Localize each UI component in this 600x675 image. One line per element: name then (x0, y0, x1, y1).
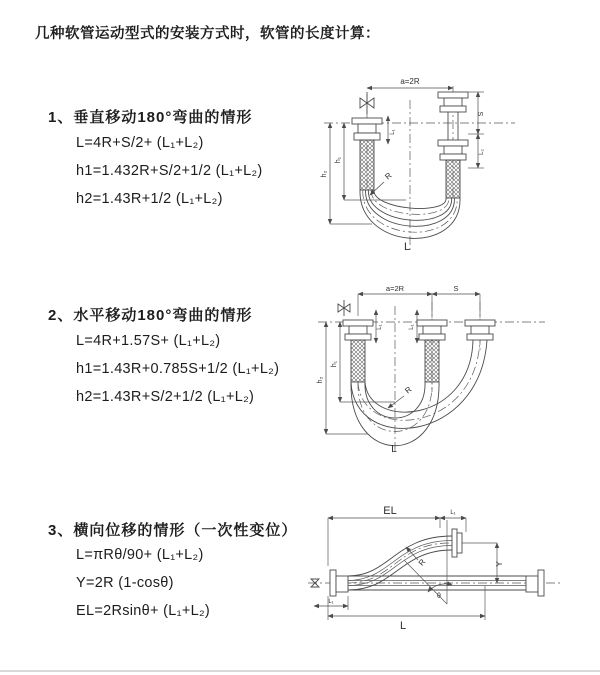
hose-u-curves-position2 (351, 340, 487, 428)
section-1-formula-l: L=4R+S/2+ (L₁+L₂) (76, 135, 204, 151)
radius-label: R (416, 557, 428, 568)
radius-label: R (383, 170, 394, 182)
valve-icon (338, 300, 350, 316)
dim-label-a2r: a=2R (385, 284, 405, 293)
middle-flange-fitting (417, 320, 447, 340)
diagram-lateral-displacement (300, 498, 600, 645)
dim-label-l1: L₁ (390, 129, 396, 135)
section-2-formula-l: L=4R+1.57S+ (L₁+L₂) (76, 333, 221, 349)
angle-label: θ (437, 593, 441, 600)
dim-label-y: Y (495, 561, 504, 567)
section-1-formula-h2: h2=1.43R+1/2 (L₁+L₂) (76, 191, 223, 207)
section-3-heading: 3、横向位移的情形（一次性变位） (48, 522, 298, 539)
dim-label-l1-top: L₁ (450, 510, 456, 516)
section-2-formula-h2: h2=1.43R+S/2+1/2 (L₁+L₂) (76, 389, 255, 405)
dim-label-el: EL (383, 505, 397, 517)
section-3-formula-y: Y=2R (1-cosθ) (76, 575, 174, 591)
dim-label-l2: L₂ (479, 149, 485, 155)
dim-label-a2r: a=2R (400, 77, 420, 86)
upper-flange-fitting (452, 529, 462, 557)
left-braided-hose (351, 340, 365, 382)
dim-label-h2: h₂ (321, 170, 328, 178)
total-length-label: L (403, 241, 411, 253)
middle-braided-hose (425, 340, 439, 382)
left-flange-fitting (330, 570, 348, 596)
dim-label-s: S (478, 111, 485, 117)
valve-icon (360, 92, 374, 114)
right-flange-fitting (465, 320, 495, 340)
dim-label-l: L (399, 620, 407, 632)
left-braided-hose (360, 140, 374, 190)
radius-label: R (403, 384, 414, 396)
right-braided-hose (446, 160, 460, 198)
dim-label-h1: h₁ (335, 156, 342, 164)
section-3-formula-l: L=πRθ/90+ (L₁+L₂) (76, 547, 204, 563)
diagram-vertical-180-bend (310, 72, 600, 257)
section-2-heading: 2、水平移动180°弯曲的情形 (48, 307, 253, 324)
dim-label-h1: h₁ (331, 360, 338, 368)
section-1-formula-h1: h1=1.432R+S/2+1/2 (L₁+L₂) (76, 163, 263, 179)
dim-label-s: S (453, 284, 459, 293)
dim-label-l1-bottom: L₁ (328, 599, 334, 605)
angle-construction (404, 520, 452, 604)
dim-label-l1-left: L₁ (377, 324, 383, 330)
curve-centerline (348, 543, 450, 583)
left-flange-fitting (343, 320, 373, 340)
dim-label-h2: h₂ (317, 376, 324, 384)
section-3-formula-el: EL=2Rsinθ+ (L₁+L₂) (76, 603, 211, 619)
right-flange-fitting (526, 570, 544, 596)
dim-label-l1-mid: L₁ (409, 324, 415, 330)
page-bottom-rule (0, 670, 600, 672)
left-flange-fitting (352, 118, 382, 140)
page-title: 几种软管运动型式的安装方式时，软管的长度计算： (35, 26, 380, 42)
total-length-label: L (391, 444, 397, 455)
section-2-formula-h1: h1=1.43R+0.785S+1/2 (L₁+L₂) (76, 361, 280, 377)
section-1-heading: 1、垂直移动180°弯曲的情形 (48, 109, 253, 126)
diagram-horizontal-180-bend (310, 282, 600, 462)
